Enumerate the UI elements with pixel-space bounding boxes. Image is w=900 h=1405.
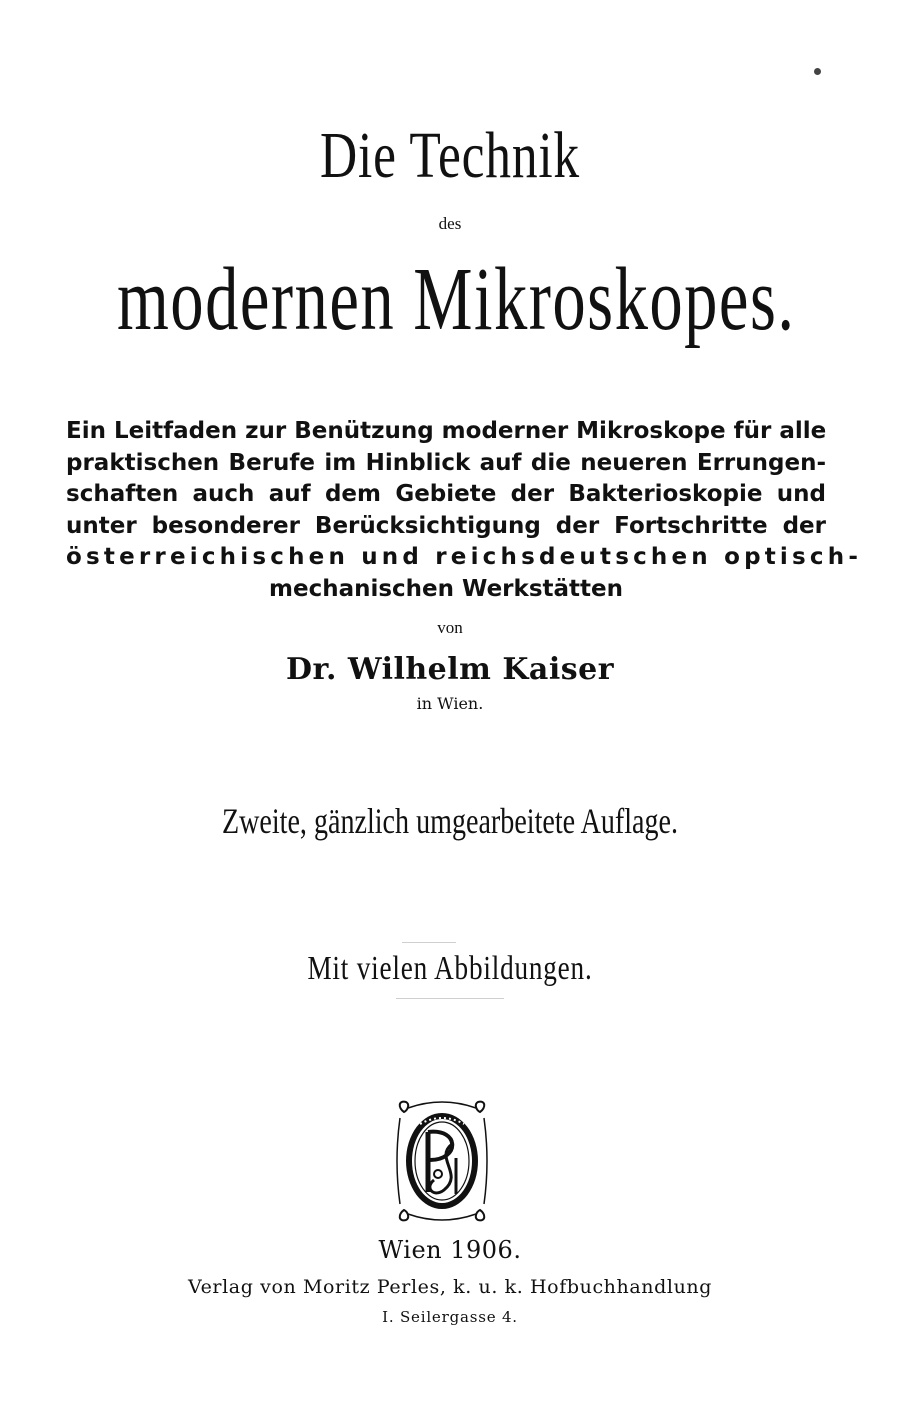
book-title-line-2: modernen Mikroskopes. [117, 250, 796, 349]
author-place: in Wien. [416, 694, 484, 713]
description-line: unter besonderer Berücksichtigung der Fortschritte der [66, 512, 826, 539]
description-line: mechanischen Werkstätten [269, 575, 623, 602]
description-line: praktischen Berufe im Hinblick auf die neueren Errungen- [66, 449, 826, 476]
divider-rule [396, 998, 504, 999]
ink-speck [814, 68, 821, 75]
description-line: schaften auch auf dem Gebiete der Bakterioskopie und [66, 481, 826, 507]
publisher-address: I. Seilergasse 4. [382, 1308, 518, 1326]
book-title-line-1: Die Technik [320, 119, 580, 192]
description-line: Ein Leitfaden zur Benützung moderner Mikroskope für alle [66, 418, 827, 444]
author-name: Dr. Wilhelm Kaiser [285, 652, 615, 687]
divider-rule [402, 942, 456, 943]
by-label: von [437, 618, 463, 637]
publisher-line: Verlag von Moritz Perles, k. u. k. Hofbuchhandlung [188, 1276, 712, 1298]
place-and-year: Wien 1906. [378, 1236, 522, 1264]
edition-statement: Zweite, gänzlich umgearbeitete Auflage. [221, 801, 679, 841]
description-line: österreichischen und reichsdeutschen optisch- [66, 544, 863, 570]
publisher-monogram-emblem-icon [394, 1098, 490, 1224]
subtitle-description [66, 416, 863, 605]
illustrations-note: Mit vielen Abbildungen. [307, 950, 593, 987]
book-title-connector: des [438, 214, 462, 233]
